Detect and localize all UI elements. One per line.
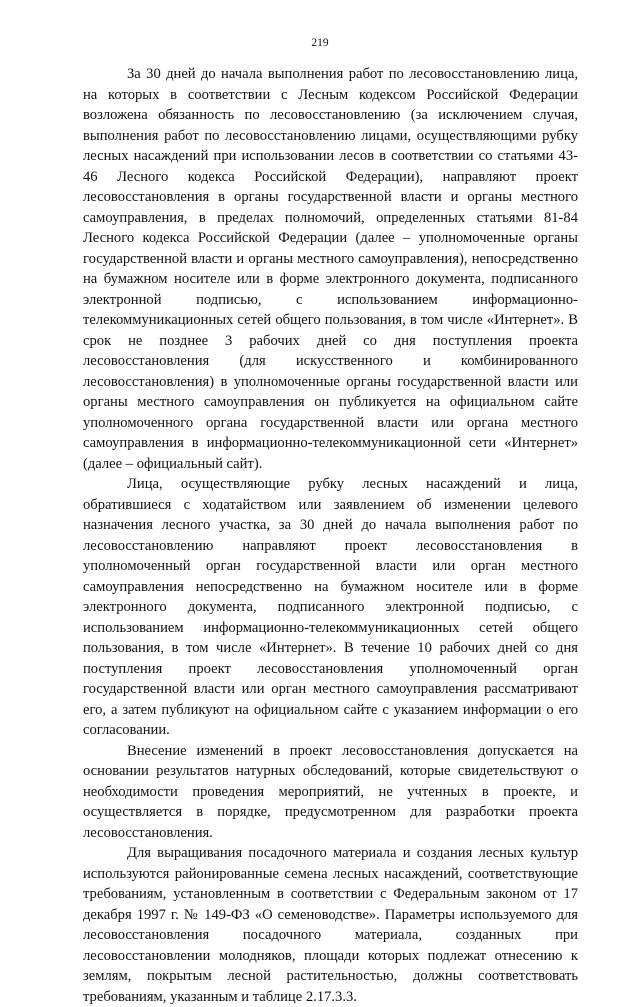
paragraph-reforestation-deadline: За 30 дней до начала выполнения работ по лесовосстановлению лица, на которых в соответствии с Лесным кодексом Российской Федерации возложена обязанность по лесовосстановлению (за исключением случая, выполнения работ по лесовосстановлению лицами, осуществляющими рубку лесных насаждений при использовании лесов в соответствии со статьями 43-46 Лесного кодекса Российской Федерации), направляют проект лесовосстановления в органы государственной власти и органы местного самоуправления, в пределах полномочий, определенных статьями 81-84 Лесного кодекса Российской Федерации (далее – уполномоченные органы государственной власти и органы местного самоуправления), непосредственно на бумажном носителе или в форме электронного документа, подписанного электронной подписью, с использованием информационно-телекоммуникационных сетей общего пользования, в том числе «Интернет». В срок не позднее 3 рабочих дней со дня поступления проекта лесовосстановления (для искусственного и комбинированного лесовосстановления) в уполномоченные органы государственной власти или органы местного самоуправления он публикуется на официальном сайте уполномоченного органа государственной власти или органа местного самоуправления в информационно-телекоммуникационной сети «Интернет» (далее – официальный сайт).: [83, 66, 578, 472]
page-number: 219: [311, 37, 329, 49]
paragraph-logging-persons: Лица, осуществляющие рубку лесных насаждений и лица, обратившиеся с ходатайством или заявлением об изменении целевого назначения лесного участка, за 30 дней до начала выполнения работ по лесовосстановлению направляют проект лесовосстановления в уполномоченный орган государственной власти или орган местного самоуправления непосредственно на бумажном носителе или в форме электронного документа, подписанного электронной подписью, с использованием информационно-телекоммуникационных сетей общего пользования, в том числе «Интернет». В течение 10 рабочих дней со дня поступления проект лесовосстановления уполномоченный орган государственной власти или орган местного самоуправления рассматривают его, а затем публикуют на официальном сайте с указанием информации о его согласовании.: [83, 476, 578, 738]
document-body: [83, 64, 578, 1007]
paragraph-planting-material: Для выращивания посадочного материала и создания лесных культур используются районированные семена лесных насаждений, соответствующие требованиям, установленным в соответствии с Федеральным законом от 17 декабря 1997 г. № 149-ФЗ «О семеноводстве». Параметры используемого для лесовосстановления посадочного материала, созданных при лесовосстановлении молодняков, площади которых подлежат отнесению к землям, покрытым лесной растительностью, должны соответствовать требованиям, указанным и таблице 2.17.3.3.: [83, 845, 578, 1005]
paragraph-project-changes: Внесение изменений в проект лесовосстановления допускается на основании результатов натурных обследований, которые свидетельствуют о необходимости проведения мероприятий, не учтенных в проекте, и осуществляется в порядке, предусмотренном для разработки проекта лесовосстановления.: [83, 742, 578, 841]
